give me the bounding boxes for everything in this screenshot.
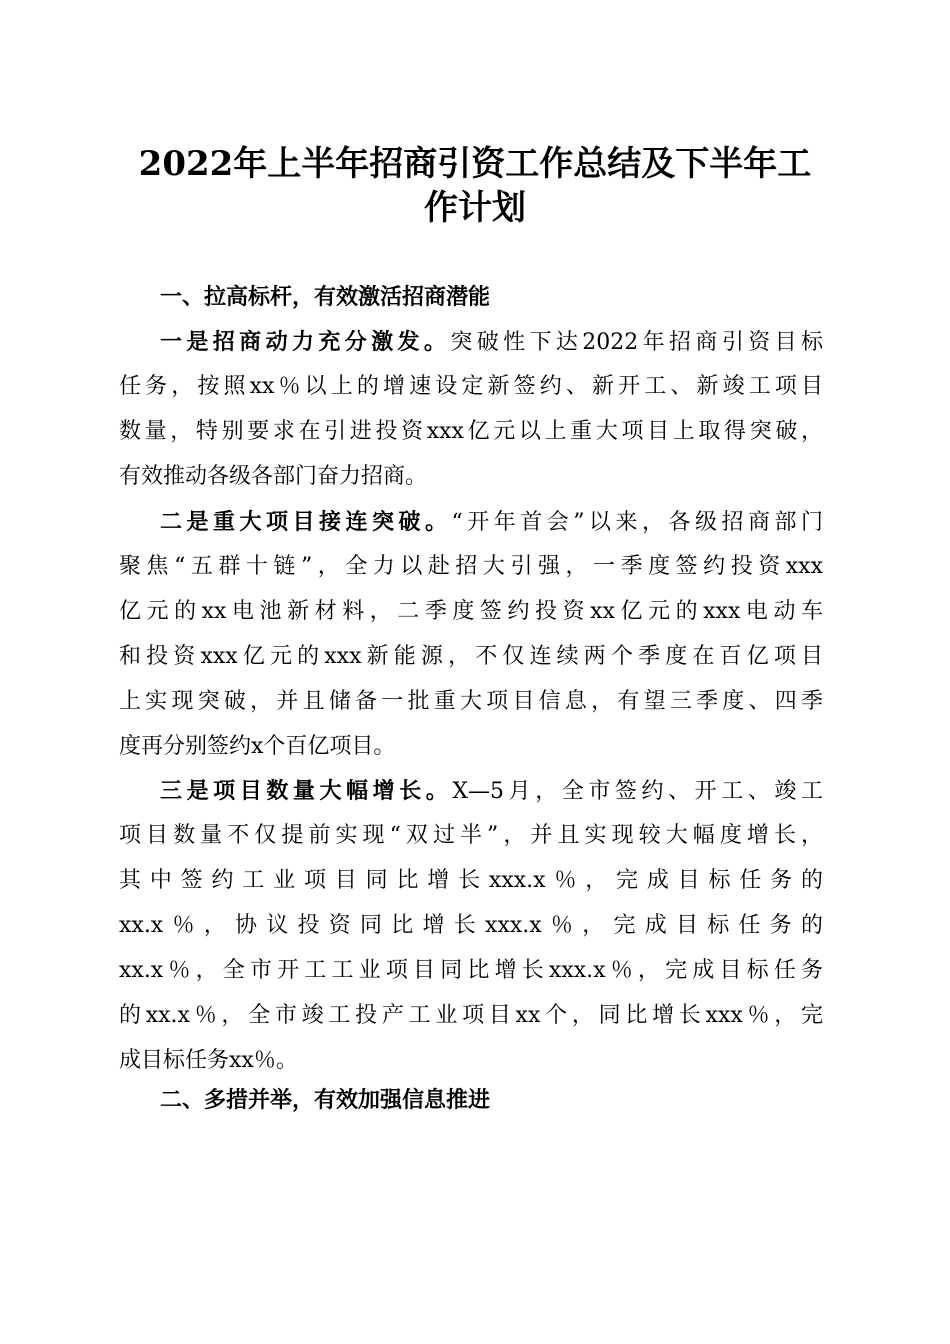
paragraph-3-line-4: xx.x％，协议投资同比增长xxx.x％，完成目标任务的 (119, 913, 823, 938)
document-title-line-2: 作计划 (424, 188, 526, 228)
paragraph-3-line-7: 成目标任务xx％。 (119, 1048, 298, 1073)
paragraph-3-line-5: xx.x％，全市开工工业项目同比增长xxx.x％，完成目标任务 (119, 958, 823, 983)
paragraph-1-lead: 一是招商动力充分激发。 (160, 329, 451, 355)
document-title-line-1: 2022年上半年招商引资工作总结及下半年工 (138, 144, 812, 184)
paragraph-2-line-4: 和投资xxx亿元的xxx新能源，不仅连续两个季度在百亿项目 (119, 644, 823, 669)
paragraph-3-line-6: 的xx.x％，全市竣工投产工业项目xx个，同比增长xxx％，完 (119, 1003, 823, 1028)
paragraph-1-line-4: 有效推动各级各部门奋力招商。 (119, 464, 428, 489)
paragraph-1-line-3: 数量，特别要求在引进投资xxx亿元以上重大项目上取得突破， (119, 419, 823, 444)
paragraph-1-line-2: 任务，按照xx％以上的增速设定新签约、新开工、新竣工项目 (119, 374, 823, 399)
paragraph-3-lead: 三是项目数量大幅增长。 (160, 778, 453, 804)
paragraph-2-lead: 二是重大项目接连突破。 (160, 509, 452, 535)
paragraph-3-line-1 (160, 776, 823, 807)
paragraph-2-text: “开年首会”以来，各级招商部门 (451, 510, 823, 535)
paragraph-1-text: 突破性下达2022年招商引资目标 (450, 330, 823, 355)
section-1-heading: 一、拉高标杆，有效激活招商潜能 (160, 285, 491, 310)
paragraph-2-line-5: 上实现突破，并且储备一批重大项目信息，有望三季度、四季 (119, 689, 823, 714)
paragraph-1-line-1 (160, 327, 823, 358)
paragraph-2-line-1 (160, 507, 823, 538)
paragraph-2-line-6: 度再分别签约x个百亿项目。 (119, 734, 396, 759)
paragraph-3-text: X—5月，全市签约、开工、竣工 (452, 779, 823, 804)
paragraph-2-line-2: 聚焦“五群十链”，全力以赴招大引强，一季度签约投资xxx (119, 554, 823, 579)
section-2-heading: 二、多措并举，有效加强信息推进 (160, 1088, 491, 1113)
paragraph-3-line-3: 其中签约工业项目同比增长xxx.x％，完成目标任务的 (119, 868, 823, 893)
paragraph-3-line-2: 项目数量不仅提前实现“双过半”，并且实现较大幅度增长， (119, 823, 823, 848)
paragraph-2-line-3: 亿元的xx电池新材料，二季度签约投资xx亿元的xxx电动车 (119, 599, 823, 624)
